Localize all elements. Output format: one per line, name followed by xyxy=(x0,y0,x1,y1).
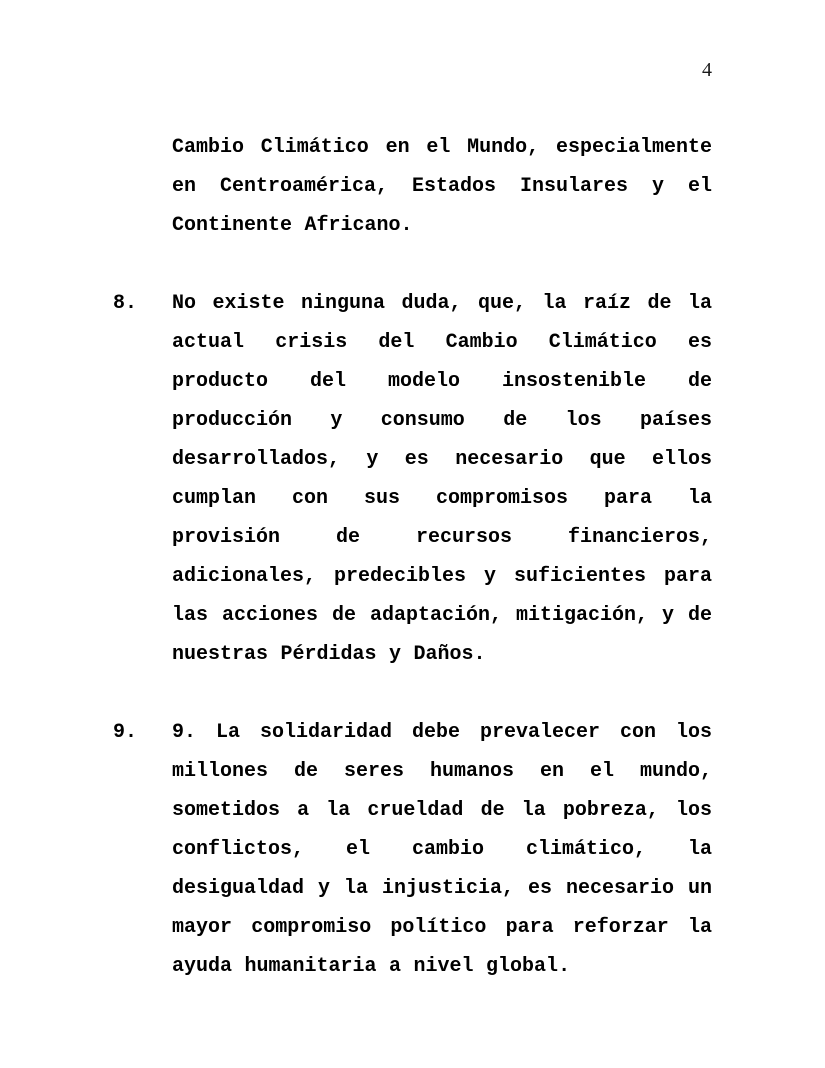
paragraph-text: Cambio Climático en el Mundo, especialmente en Centroamérica, Estados Insulares y el Continente Africano. xyxy=(172,136,712,237)
list-item-9 xyxy=(113,713,712,986)
list-item-8 xyxy=(113,284,712,674)
paragraph-text: 9. La solidaridad debe prevalecer con los millones de seres humanos en el mundo, sometidos a la crueldad de la pobreza, los conflictos, el cambio climático, la desigualdad y la injusticia, es necesario un mayor compromiso político para reforzar la ayuda humanitaria a nivel global. xyxy=(172,721,712,978)
list-item-marker: 8. xyxy=(113,292,138,315)
paragraph-continuation xyxy=(113,128,712,245)
page-content xyxy=(113,128,712,986)
page-number: 4 xyxy=(702,59,712,81)
paragraph-text: No existe ninguna duda, que, la raíz de la actual crisis del Cambio Climático es producto del modelo insostenible de producción y consumo de los países desarrollados, y es necesario que ellos cumplan con sus compromisos para la provisión de recursos financieros, adicionales, predecibles y suficientes para las acciones de adaptación, mitigación, y de nuestras Pérdidas y Daños. xyxy=(172,292,712,666)
list-item-marker: 9. xyxy=(113,721,138,744)
